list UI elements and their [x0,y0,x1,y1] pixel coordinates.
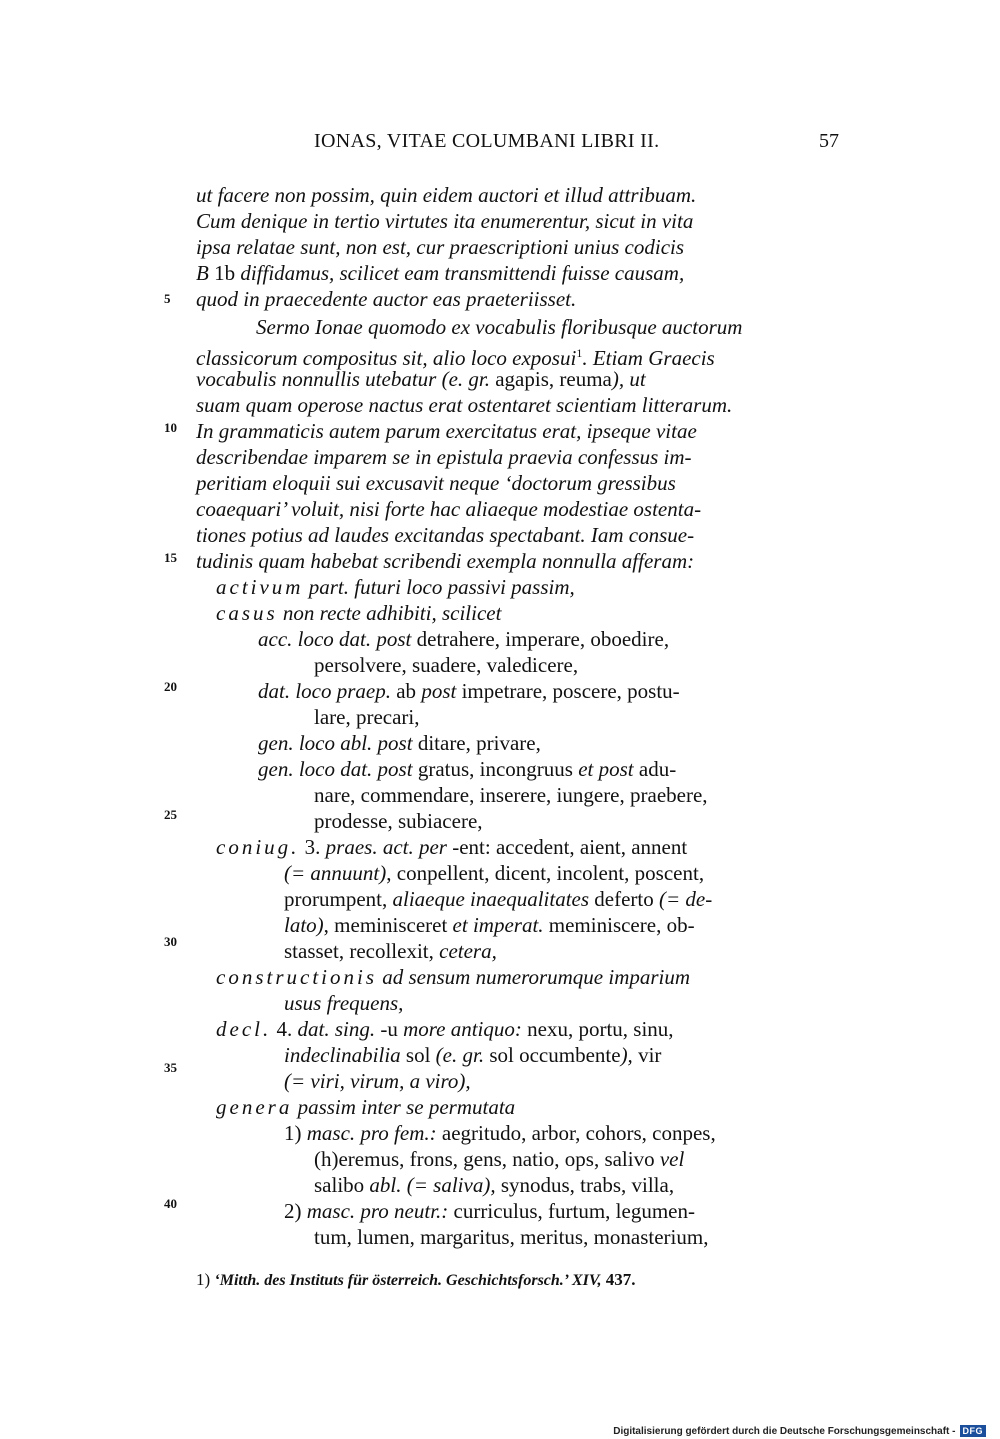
spaced-term: activum [216,575,304,599]
text-span: cetera, [439,939,497,963]
page-header [196,130,839,158]
text-line [196,340,839,370]
text-span: sol [400,1043,436,1067]
text-span: -u [375,1017,404,1041]
funding-notice-bar [613,1424,986,1438]
text-span: acc. loco dat. post [258,627,412,651]
text-line [216,574,859,600]
funding-notice-text: Digitalisierung gefördert durch die Deutsche Forschungsgemeinschaft - [613,1425,956,1437]
line-number: 5 [164,291,171,306]
text-span: aliaeque inaequalitates [392,887,590,911]
text-line: nare, commendare, inserere, iungere, praebere, [314,783,708,807]
text-span: detrahere, imperare, oboedire, [411,627,670,651]
text-span: masc. pro neutr.: [306,1199,449,1223]
text-span: (e. gr. [435,1043,485,1067]
text-line [258,730,901,756]
text-span: prorumpent, [284,887,393,911]
text-span: gen. loco dat. post [258,757,413,781]
text-span: meminiscere, ob- [543,913,695,937]
text-line: Sermo Ionae quomodo ex vocabulis floribusque auctorum [256,315,743,339]
text-line [284,1120,927,1146]
text-line: ut facere non possim, quin eidem auctori et illud attribuam. [196,183,697,207]
text-line: peritiam eloquii sui excusavit neque ‘doctorum gressibus [196,471,676,495]
text-line: usus frequens, [284,991,404,1015]
text-line [216,964,859,990]
text-span: stasset, recollexit, [284,939,440,963]
text-line [284,1198,927,1224]
text-span: , meminisceret [323,913,453,937]
text-span: 1b [208,261,241,285]
text-line: tum, lumen, margaritus, meritus, monasterium, [314,1225,709,1249]
text-line [284,886,927,912]
text-span: synodus, trabs, villa, [495,1173,675,1197]
text-span: 1) [284,1121,307,1145]
text-span: non recte adhibiti, scilicet [277,601,502,625]
text-span: (= annuunt) [284,861,387,885]
text-span: . Etiam Graecis [582,346,715,370]
text-line [284,1042,927,1068]
text-span: dat. sing. [297,1017,376,1041]
line-number: 30 [164,934,177,949]
text-span: impetrare, poscere, postu- [456,679,680,703]
text-span: 2) [284,1199,307,1223]
text-line [216,1016,859,1042]
text-span: indeclinabilia [284,1043,401,1067]
text-line: persolvere, suadere, valedicere, [314,653,579,677]
text-span: vocabulis nonnullis utebatur (e. gr. [196,367,490,391]
text-line [196,366,839,392]
text-span: classicorum compositus sit, alio loco exposui [196,346,577,370]
text-span: 3. [299,835,326,859]
line-number: 10 [164,420,177,435]
text-line [284,912,927,938]
text-span: curriculus, furtum, legumen- [448,1199,695,1223]
text-line [314,1172,957,1198]
text-line: (= viri, virum, a viro), [284,1069,471,1093]
text-line: describendae imparem se in epistula praevia confessus im- [196,445,692,469]
text-line: In grammaticis autem parum exercitatus erat, ipseque vitae [196,419,697,443]
line-number: 35 [164,1060,177,1075]
text-span: ab [390,679,422,703]
spaced-term: genera [216,1095,293,1119]
text-span: part. futuri loco passivi passim, [303,575,575,599]
text-span: agapis, reuma [489,367,612,391]
text-span: masc. pro fem.: [306,1121,437,1145]
text-line: suam quam operose nactus erat ostentaret scientiam litterarum. [196,393,733,417]
text-span: ad sensum numerorumque imparium [377,965,691,989]
spaced-term: constructionis [216,965,377,989]
text-line [216,834,859,860]
text-line [196,260,839,286]
text-span: aegritudo, arbor, cohors, conpes, [436,1121,716,1145]
text-line: Cum denique in tertio virtutes ita enumerentur, sicut in vita [196,209,694,233]
text-span: 4. [271,1017,298,1041]
text-line [314,1146,957,1172]
text-line: tiones potius ad laudes excitandas spectabant. Iam consue- [196,523,695,547]
spaced-term: coniug. [216,835,300,859]
text-span: ), ut [611,367,646,391]
text-line [284,860,927,886]
footnote-marker: 1 [576,346,583,360]
line-number: 15 [164,550,177,565]
text-span: -ent: accedent, aient, annent [446,835,688,859]
text-span: adu- [633,757,677,781]
text-line: prodesse, subiacere, [314,809,483,833]
spaced-term: decl. [216,1017,272,1041]
text-span: salibo [314,1173,370,1197]
text-span: vel [659,1147,685,1171]
text-span: , conpellent, dicent, incolent, poscent, [386,861,705,885]
line-number: 25 [164,807,177,822]
text-span: vir [632,1043,662,1067]
text-line: tudinis quam habebat scribendi exempla nonnulla afferam: [196,549,695,573]
text-span: et post [578,757,634,781]
text-span: praes. act. per [325,835,447,859]
footnote-text: ‘Mitth. des Instituts für österreich. Geschichtsforsch.’ XIV, [214,1272,602,1289]
text-line [216,600,859,626]
text-span: gratus, incongruus [412,757,579,781]
text-span: abl. (= saliva), [369,1173,496,1197]
text-line: lare, precari, [314,705,420,729]
text-span: (= de- [659,887,713,911]
line-number: 20 [164,679,177,694]
footnote [196,1267,839,1293]
text-line: quod in praecedente auctor eas praeteriisset. [196,287,577,311]
text-span: diffidamus, scilicet eam transmittendi fuisse causam, [240,261,685,285]
text-span: dat. loco praep. [258,679,391,703]
footnote-page: 437. [605,1270,636,1289]
text-span: lato) [284,913,324,937]
text-span: ), [620,1043,633,1067]
text-span: (h)eremus, frons, gens, natio, ops, salivo [314,1147,660,1171]
footnote-ref: 1) [196,1270,211,1289]
text-span: gen. loco abl. post [258,731,413,755]
spaced-term: casus [216,601,278,625]
text-span: post [421,679,457,703]
text-span: deferto [589,887,659,911]
text-span: et imperat. [452,913,544,937]
line-number: 40 [164,1196,177,1211]
running-title: IONAS, VITAE COLUMBANI LIBRI II. [314,130,660,152]
text-span: sol occumbente [484,1043,621,1067]
dfg-logo: DFG [960,1425,987,1437]
page-number: 57 [819,130,839,152]
text-span: B [196,261,209,285]
text-span: more antiquo: [403,1017,522,1041]
text-line: ipsa relatae sunt, non est, cur praescriptioni unius codicis [196,235,685,259]
text-span: nexu, portu, sinu, [521,1017,674,1041]
text-line [284,938,927,964]
text-span: passim inter se permutata [292,1095,516,1119]
text-span: ditare, privare, [412,731,541,755]
text-line [216,1094,859,1120]
text-line [258,756,901,782]
text-line [258,626,901,652]
text-line: coaequari’ voluit, nisi forte hac aliaeque modestiae ostenta- [196,497,702,521]
text-line [258,678,901,704]
